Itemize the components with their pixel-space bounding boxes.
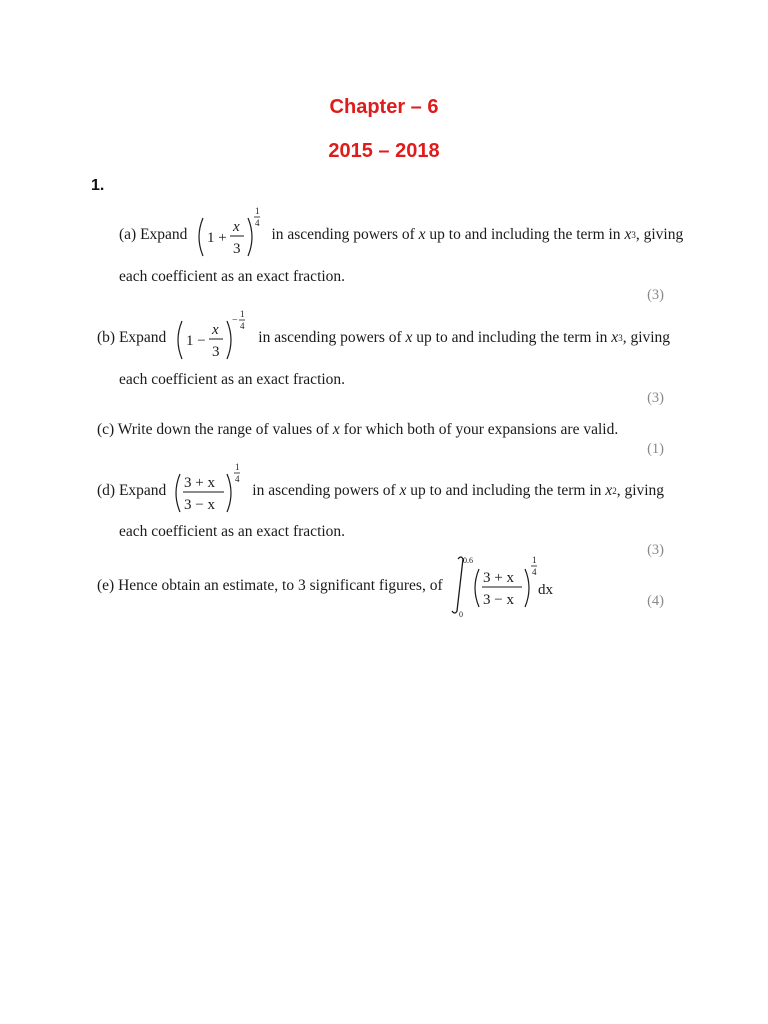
chapter-heading: Chapter – 6 [329, 96, 439, 118]
part-e-expr-den: 3 − x [482, 592, 514, 608]
part-c-var: x [332, 421, 340, 438]
question-number: 1. [91, 177, 105, 194]
part-d-term-power: 2 [612, 486, 617, 496]
part-d-prefix: (d) Expand [97, 482, 167, 499]
part-b-text-2: up to and including the term in [416, 329, 608, 346]
part-b-exp-sign: − [232, 315, 238, 326]
part-a-expression [193, 206, 263, 264]
part-b-exp-num: 1 [240, 309, 245, 319]
part-e-expression [449, 553, 554, 619]
part-d-exp-den: 4 [235, 474, 240, 484]
part-d-marks: (3) [647, 542, 664, 558]
part-b-expr-den: 3 [212, 344, 220, 360]
part-c-line [97, 421, 618, 439]
part-a-var: x [418, 226, 426, 243]
part-b-line-2: each coefficient as an exact fraction. [119, 371, 346, 388]
part-b-expr-num: x [212, 322, 219, 338]
part-b-exp-den: 4 [240, 321, 245, 331]
part-d-line [97, 462, 664, 520]
part-b-prefix: (b) Expand [97, 329, 167, 346]
part-a-text-2: up to and including the term in [429, 226, 621, 243]
part-e-marks: (4) [647, 593, 664, 609]
part-d-text-1: in ascending powers of [252, 482, 396, 499]
integral-sign-icon [452, 557, 463, 613]
part-a-expr-num: x [233, 219, 241, 235]
part-a-term: x [624, 226, 632, 243]
part-e-exp-num: 1 [531, 555, 537, 565]
part-b-term: x [611, 329, 619, 346]
part-e-dx: dx [537, 582, 553, 598]
part-e-lower-limit: 0 [458, 610, 463, 619]
part-d-text-3: , giving [616, 482, 665, 499]
part-a-term-power: 3 [631, 230, 636, 240]
part-a-line [119, 206, 683, 264]
part-e-upper-limit: 0.6 [462, 556, 473, 565]
years-heading: 2015 – 2018 [328, 140, 440, 162]
part-c-text-2: for which both of your expansions are valid. [343, 421, 619, 438]
part-d-term: x [605, 482, 613, 499]
part-e-expr-num: 3 + x [482, 570, 514, 586]
part-b-text-3: , giving [622, 329, 671, 346]
part-d-text-2: up to and including the term in [410, 482, 602, 499]
part-a-prefix: (a) Expand [119, 226, 188, 243]
part-b-expr-a: 1 − [186, 333, 207, 349]
part-e-line [97, 553, 562, 619]
part-a-line-2: each coefficient as an exact fraction. [119, 268, 346, 285]
part-c-marks: (1) [647, 441, 664, 457]
part-b-var: x [405, 329, 413, 346]
part-a-exp-den: 4 [255, 218, 260, 228]
part-a-marks: (3) [647, 287, 664, 303]
part-b-text-1: in ascending powers of [258, 329, 402, 346]
part-b-term-power: 3 [618, 333, 623, 343]
part-e-exp-den: 4 [531, 567, 537, 577]
part-e-text: (e) Hence obtain an estimate, to 3 significant figures, of [97, 577, 443, 594]
part-a-exp-num: 1 [255, 206, 260, 216]
part-c-text-1: (c) Write down the range of values of [97, 421, 329, 438]
part-d-expression [172, 462, 244, 520]
part-a-text-1: in ascending powers of [271, 226, 415, 243]
part-b-expression [172, 309, 250, 367]
part-a-expr-den: 3 [233, 241, 241, 257]
part-b-line [97, 309, 670, 367]
part-d-expr-num: 3 + x [184, 475, 216, 491]
part-d-line-2: each coefficient as an exact fraction. [119, 523, 346, 540]
part-a-text-3: , giving [635, 226, 684, 243]
part-d-expr-den: 3 − x [184, 497, 216, 513]
part-a-expr-a: 1 + [207, 230, 228, 246]
part-d-var: x [399, 482, 407, 499]
part-d-exp-num: 1 [235, 462, 240, 472]
part-b-marks: (3) [647, 390, 664, 406]
